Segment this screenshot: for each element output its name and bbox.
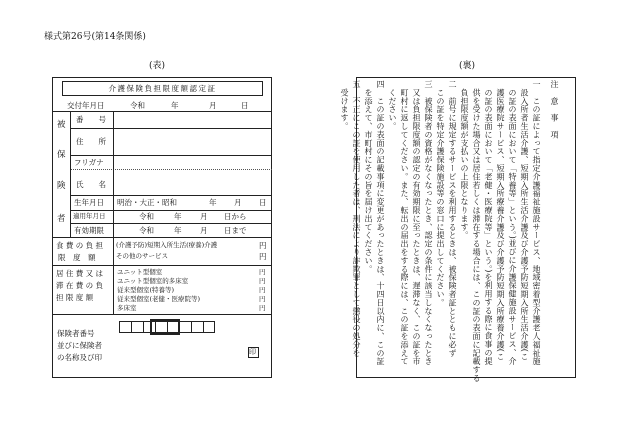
expiry-date-year: 年 xyxy=(174,226,182,235)
note-line-7: 負担限度額が支払いの上限となります。 xyxy=(460,80,469,240)
note-line-17: 受けます。 xyxy=(340,80,349,131)
back-side-label: (裏) xyxy=(459,61,476,71)
issue-date-year: 年 xyxy=(171,101,179,110)
insured-label-3: 険 xyxy=(57,181,66,191)
room-type-multi-bed: 多床室 xyxy=(117,304,137,312)
residence-cost-label-1: 居 住 費 又 は xyxy=(56,269,104,278)
note-line-5: の証の表面において「老健・医療院等」という。)を利用する際に食事の提 xyxy=(484,80,493,366)
note-line-2: 設入所者生活介護、短期入所生活介護及び介護予防短期入所生活介護(こ xyxy=(520,80,529,361)
expiry-until-suffix: 日まで xyxy=(224,226,247,235)
certificate-title: 介護保険負担限度額認定証 xyxy=(108,84,217,93)
insured-label-4: 者 xyxy=(57,214,66,224)
food-cost-label-1: 食 費 の 負 担 xyxy=(56,241,104,250)
issue-date-era: 令和 xyxy=(130,101,145,110)
name-label: 氏 名 xyxy=(76,180,106,189)
food-cost-yen-2: 円 xyxy=(259,252,267,261)
note-line-12: 町村に返してください。また、転出の届出をする際には、この証を添えて xyxy=(400,80,409,366)
note-line-1: 一 この証によって指定介護福祉施設サービス、地域密着型介護老人福祉施 xyxy=(532,80,541,366)
note-line-15: を添えて、市町村にその旨を届け出てください。 xyxy=(364,80,373,274)
residence-yen-5: 円 xyxy=(259,304,266,312)
address-label: 住 所 xyxy=(76,137,106,146)
food-cost-item-short-stay: (介護予防)短期入所生活(療養)介護 xyxy=(116,241,218,249)
note-line-13: ください。 xyxy=(388,80,397,131)
notes-title: 注 意 事 項 xyxy=(550,80,559,139)
birthdate-month: 月 xyxy=(234,198,242,207)
food-cost-label-2: 限 度 額 xyxy=(58,253,96,262)
food-cost-item-other: その他のサービス xyxy=(116,252,168,260)
room-type-unit-private: ユニット型個室 xyxy=(117,268,163,276)
residence-yen-1: 円 xyxy=(259,268,266,276)
seal-mark: 印 xyxy=(249,348,256,356)
front-side-label: (表) xyxy=(149,61,166,71)
note-line-8: 二 前号に規定するサービスを利用するときは、被保険者証とともに必ず xyxy=(448,80,457,358)
note-line-16: 五 不正にこの証を使用した者は、刑法により詐欺罪として懲役の処分を xyxy=(352,80,361,358)
notes-text-area xyxy=(340,80,567,383)
issue-date-month: 月 xyxy=(209,101,217,110)
note-line-11: 又は負担限度額の認定の有効期限に至ったときは、遅滞なく、この証を市 xyxy=(412,80,421,366)
note-line-10: 三 被保険者の資格がなくなったとき、認定の条件に該当しなくなったとき xyxy=(424,80,433,366)
room-type-conventional-tokuyo: 従来型個室(特養等) xyxy=(117,286,175,294)
insurer-label-1: 保険者番号 xyxy=(57,329,95,338)
applicable-date-era: 令和 xyxy=(139,212,154,221)
issue-date-day: 日 xyxy=(241,101,249,110)
room-type-unit-semi-private: ユニット型個室的多床室 xyxy=(117,277,189,285)
insurer-label-2: 並びに保険者 xyxy=(57,341,102,350)
expiry-date-month: 月 xyxy=(200,226,208,235)
number-label: 番 号 xyxy=(76,115,106,124)
note-line-3: の証の表面において「特養等」という。)並びに介護保健施設サービス、介 xyxy=(508,80,517,366)
applicable-date-month: 月 xyxy=(200,212,208,221)
room-type-conventional-roken: 従来型個室(老健・医療院等) xyxy=(117,295,201,303)
issue-date-label: 交付年月日 xyxy=(67,101,105,110)
applicable-date-label: 適用年月日 xyxy=(73,212,106,220)
insured-label-1: 被 xyxy=(57,120,66,130)
birthdate-day: 日 xyxy=(259,198,267,207)
applicable-from-suffix: 日から xyxy=(224,212,247,221)
food-cost-yen-1: 円 xyxy=(259,241,267,250)
note-line-9: この証を特定介護保険施設等の窓口に提出してください。 xyxy=(436,80,445,307)
expiry-date-era: 令和 xyxy=(139,226,154,235)
residence-cost-label-3: 担 限 度 額 xyxy=(56,293,94,302)
residence-yen-2: 円 xyxy=(259,277,266,285)
birthdate-eras: 明治・大正・昭和 xyxy=(117,198,177,207)
insured-label-2: 保 xyxy=(57,150,66,160)
applicable-date-year: 年 xyxy=(174,212,182,221)
note-line-4: 護医療院サービス、短期入所療養介護及び介護予防短期入所療養介護(こ xyxy=(496,80,505,361)
form-number: 様式第26号(第14条関係) xyxy=(44,32,146,42)
residence-yen-3: 円 xyxy=(259,286,266,294)
residence-yen-4: 円 xyxy=(259,295,266,303)
birthdate-year: 年 xyxy=(209,198,217,207)
note-line-14: 四 この証の表面の記載事項に変更があったときは、十四日以内に、この証 xyxy=(376,80,385,366)
birthdate-label: 生年月日 xyxy=(74,198,104,207)
expiry-label: 有効期限 xyxy=(74,226,104,235)
residence-cost-label-2: 滞 在 費 の 負 xyxy=(56,281,104,290)
note-line-6: 供を受けた場合又は居住若しくは滞在する場合には、この証の表面に記載する xyxy=(472,80,481,383)
insurer-label-3: の名称及び印 xyxy=(57,353,102,362)
insurer-number-highlight xyxy=(150,319,180,335)
furigana-label: フリガナ xyxy=(74,158,104,167)
